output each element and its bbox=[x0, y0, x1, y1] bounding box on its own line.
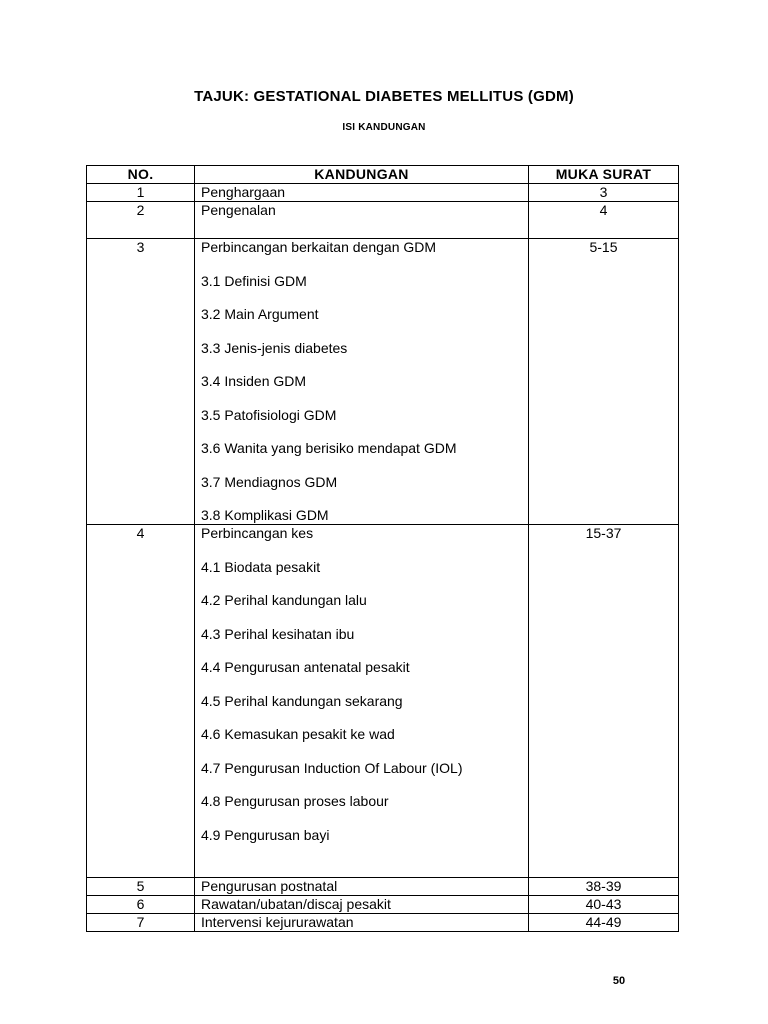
row-no: 2 bbox=[87, 202, 195, 239]
subitem: 3.5 Patofisiologi GDM bbox=[201, 406, 337, 423]
row-page: 40-43 bbox=[529, 896, 679, 914]
subitem: 3.8 Komplikasi GDM bbox=[201, 507, 329, 523]
subitem: 4.6 Kemasukan pesakit ke wad bbox=[201, 726, 395, 742]
subitem: 4.4 Pengurusan antenatal pesakit bbox=[201, 659, 410, 675]
table-header-row bbox=[87, 166, 679, 184]
row-content-group bbox=[195, 239, 529, 525]
document-subtitle: ISI KANDUNGAN bbox=[342, 122, 426, 133]
document-title: TAJUK: GESTATIONAL DIABETES MELLITUS (GDM) bbox=[194, 88, 574, 105]
subitem: 3.7 Mendiagnos GDM bbox=[201, 473, 338, 490]
subitem: 4.2 Perihal kandungan lalu bbox=[201, 592, 367, 608]
subitem: 3.3 Jenis-jenis diabetes bbox=[201, 339, 348, 356]
table-row bbox=[87, 914, 679, 932]
row-page: 44-49 bbox=[529, 914, 679, 932]
table-row bbox=[87, 202, 679, 239]
row-no: 7 bbox=[87, 914, 195, 932]
row-content-group bbox=[195, 525, 529, 878]
row-page: 5-15 bbox=[529, 239, 679, 525]
row-content: Penghargaan bbox=[195, 184, 529, 202]
subitem: 4.3 Perihal kesihatan ibu bbox=[201, 625, 355, 642]
table-row bbox=[87, 239, 679, 525]
table-of-contents bbox=[86, 165, 679, 932]
row-no: 3 bbox=[87, 239, 195, 525]
table-row bbox=[87, 878, 679, 896]
row-page: 4 bbox=[529, 202, 679, 239]
row-content: Perbincangan kes bbox=[201, 525, 314, 541]
subitem: 4.5 Perihal kandungan sekarang bbox=[201, 692, 403, 709]
row-content: Intervensi kejururawatan bbox=[195, 914, 529, 932]
row-page: 3 bbox=[529, 184, 679, 202]
row-content: Perbincangan berkaitan dengan GDM bbox=[201, 239, 437, 255]
page-number: 50 bbox=[612, 975, 626, 987]
header-content: KANDUNGAN bbox=[195, 166, 529, 184]
header-page: MUKA SURAT bbox=[529, 166, 679, 184]
row-no: 5 bbox=[87, 878, 195, 896]
row-no: 1 bbox=[87, 184, 195, 202]
table-row bbox=[87, 184, 679, 202]
subitem: 4.1 Biodata pesakit bbox=[201, 558, 321, 575]
row-content: Rawatan/ubatan/discaj pesakit bbox=[195, 896, 529, 914]
subitem: 3.6 Wanita yang berisiko mendapat GDM bbox=[201, 440, 457, 456]
row-content: Pengurusan postnatal bbox=[195, 878, 529, 896]
table-row bbox=[87, 896, 679, 914]
row-page: 15-37 bbox=[529, 525, 679, 878]
row-no: 6 bbox=[87, 896, 195, 914]
row-content: Pengenalan bbox=[195, 202, 529, 239]
subitem: 4.8 Pengurusan proses labour bbox=[201, 793, 389, 809]
row-no: 4 bbox=[87, 525, 195, 878]
header-no: NO. bbox=[87, 166, 195, 184]
row-page: 38-39 bbox=[529, 878, 679, 896]
subitem: 4.7 Pengurusan Induction Of Labour (IOL) bbox=[201, 759, 463, 776]
table-row bbox=[87, 525, 679, 878]
subitem: 3.2 Main Argument bbox=[201, 306, 319, 322]
subitem: 3.1 Definisi GDM bbox=[201, 272, 307, 289]
subitem: 4.9 Pengurusan bayi bbox=[201, 826, 330, 843]
subitem: 3.4 Insiden GDM bbox=[201, 373, 307, 389]
